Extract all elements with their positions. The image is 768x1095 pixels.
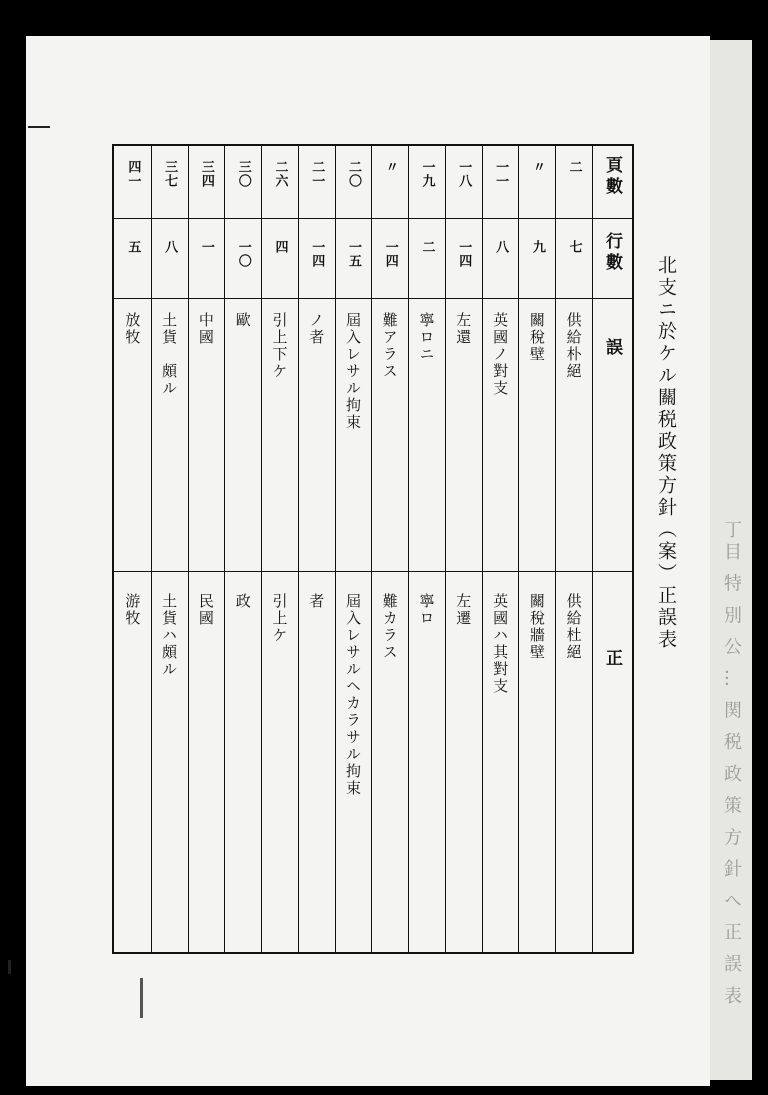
errata-incorrect-text: 英國ノ對支 <box>491 312 510 397</box>
errata-correct-text: 關稅牆壁 <box>527 593 546 661</box>
errata-page-number: 二六 <box>272 160 288 188</box>
scan-mark <box>28 126 50 128</box>
errata-correct-text: 游牧 <box>123 593 142 627</box>
errata-page-number: 〃 <box>529 160 545 174</box>
errata-incorrect-text: 土貨 頗ル <box>160 312 179 397</box>
errata-page-number: 三〇 <box>235 160 251 188</box>
errata-line-number: 八 <box>493 240 509 254</box>
errata-page-number: 一一 <box>493 160 509 188</box>
errata-line-number: 一〇 <box>235 240 251 268</box>
errata-page-number: 三七 <box>162 160 178 188</box>
errata-page-number: 一八 <box>456 160 472 188</box>
header-error: 誤 <box>602 338 622 359</box>
errata-incorrect-text: 放牧 <box>123 312 142 346</box>
errata-line-number: 一四 <box>382 240 398 268</box>
errata-page-number: 二〇 <box>346 160 361 188</box>
errata-correct-text: 土貨ハ頗ル <box>160 593 179 678</box>
errata-correct-text: 左遷 <box>454 593 473 627</box>
errata-line-number: 一 <box>198 240 214 254</box>
errata-correct-text: 民國 <box>196 593 215 627</box>
errata-table <box>112 144 634 954</box>
errata-page-number: 〃 <box>382 160 398 174</box>
errata-incorrect-text: 歐 <box>233 312 252 329</box>
header-correct: 正 <box>602 649 622 670</box>
errata-page-number: 三四 <box>198 160 214 188</box>
errata-correct-text: 寧ロ <box>417 593 436 627</box>
errata-page-number: 二一 <box>309 160 325 188</box>
errata-line-number: 七 <box>566 240 582 254</box>
errata-incorrect-text: 供給朴絕 <box>564 312 583 380</box>
scan-mark <box>140 978 143 1018</box>
errata-incorrect-text: ノ者 <box>307 312 326 346</box>
errata-correct-text: 英國ハ其對支 <box>491 593 510 695</box>
errata-incorrect-text: 難アラス <box>380 312 399 380</box>
errata-page-number: 一九 <box>419 160 435 188</box>
errata-correct-text: 供給杜絕 <box>564 593 583 661</box>
scan-mark <box>8 960 11 974</box>
errata-line-number: 一五 <box>346 240 361 268</box>
header-line: 行數 <box>602 232 622 274</box>
errata-correct-text: 屆入レサルヘカラサル拘束 <box>344 593 362 797</box>
errata-page-number: 二 <box>566 160 582 174</box>
errata-page-number: 四一 <box>125 160 141 188</box>
errata-line-number: 四 <box>272 240 288 254</box>
errata-correct-text: 政 <box>233 593 252 610</box>
errata-incorrect-text: 寧ロニ <box>417 312 436 363</box>
errata-line-number: 八 <box>162 240 178 254</box>
adjacent-page-text: 丁目 特 別 公 … 関 税 政 策 方 針 へ 正 誤 表 <box>721 520 742 1009</box>
errata-correct-text: 引上ケ <box>270 593 289 644</box>
errata-incorrect-text: 中國 <box>196 312 215 346</box>
adjacent-page-strip <box>710 40 752 1080</box>
errata-correct-text: 難カラス <box>380 593 399 661</box>
errata-incorrect-text: 左還 <box>454 312 473 346</box>
errata-correct-text: 者 <box>307 593 326 610</box>
header-page: 頁數 <box>602 156 622 198</box>
document-title: 北支ニ於ケル關税政策方針（案）正誤表 <box>655 255 677 651</box>
errata-line-number: 二 <box>419 240 435 254</box>
errata-incorrect-text: 引上下ケ <box>270 312 289 380</box>
errata-incorrect-text: 屆入レサル拘束 <box>344 312 362 431</box>
errata-line-number: 九 <box>529 240 545 254</box>
errata-line-number: 五 <box>125 240 141 254</box>
errata-line-number: 一四 <box>456 240 472 268</box>
errata-incorrect-text: 關稅壁 <box>527 312 546 363</box>
errata-line-number: 一四 <box>309 240 325 268</box>
